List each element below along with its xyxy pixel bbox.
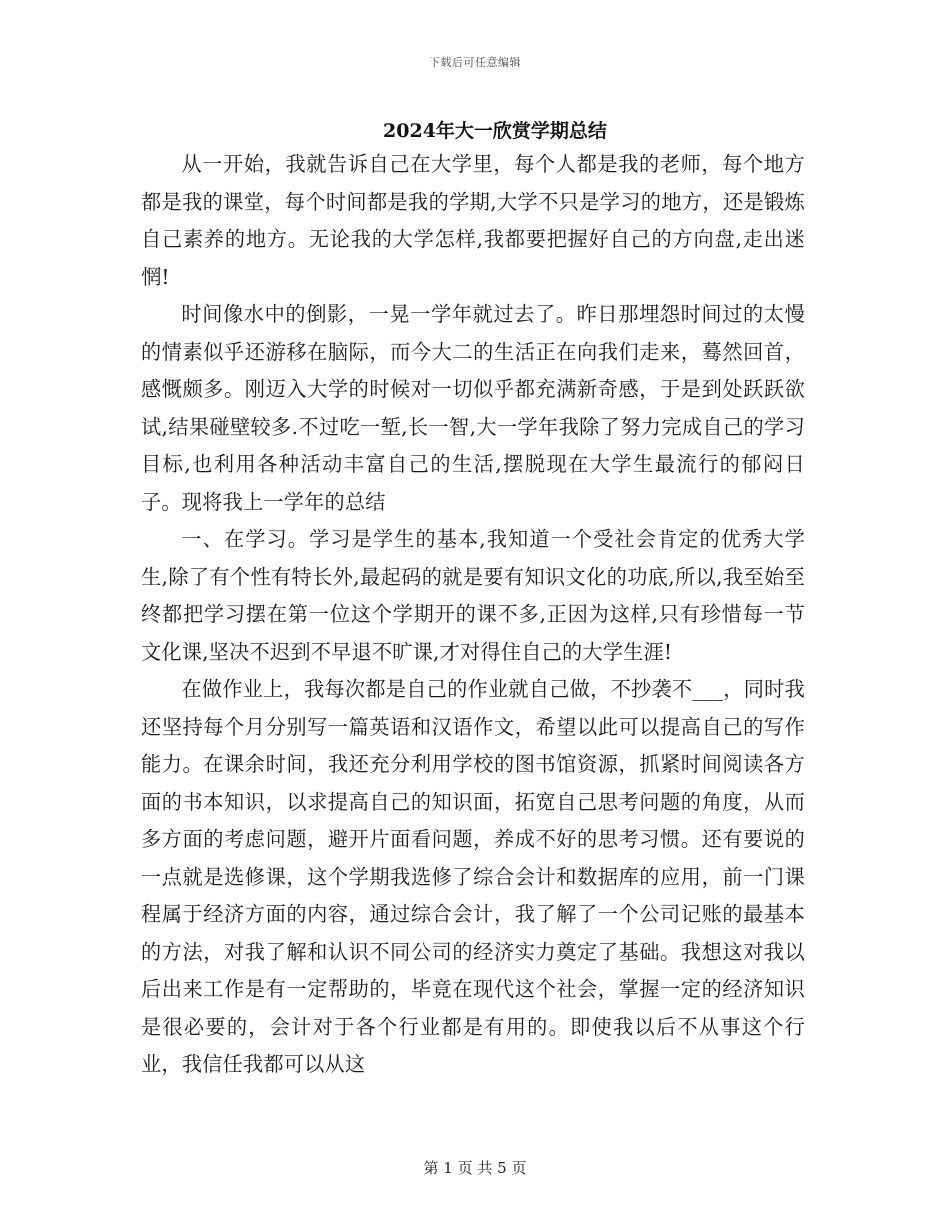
document-body (141, 146, 805, 1084)
header-note: 下载后可任意编辑 (429, 56, 521, 69)
paragraph: 一、在学习。学习是学生的基本,我知道一个受社会肯定的优秀大学生,除了有个性有特长外,最起码的就是要有知识文化的功底,所以,我至始至终都把学习摆在第一位这个学期开的课不多,正因为这样,只有珍惜每一节文化课,坚决不迟到不早退不旷课,才对得住自己的大学生涯! (141, 527, 805, 664)
document-title: 2024年大一欣赏学期总结 (383, 120, 607, 142)
page-number: 第 1 页 共 5 页 (423, 1159, 527, 1177)
paragraph: 时间像水中的倒影，一晃一学年就过去了。昨日那埋怨时间过的太慢的情素似乎还游移在脑际，而今大二的生活正在向我们走来，蓦然回首，感慨颇多。刚迈入大学的时候对一切似乎都充满新奇感，于是到处跃跃欲试,结果碰壁较多.不过吃一堑,长一智,大一学年我除了努力完成自己的学习目标,也利用各种活动丰富自己的生活,摆脱现在大学生最流行的郁闷日子。现将我上一学年的总结 (141, 302, 805, 514)
paragraph: 从一开始，我就告诉自己在大学里，每个人都是我的老师，每个地方都是我的课堂，每个时间都是我的学期,大学不只是学习的地方，还是锻炼自己素养的地方。无论我的大学怎样,我都要把握好自己的方向盘,走出迷惘! (141, 152, 805, 289)
paragraph: 在做作业上，我每次都是自己的作业就自己做，不抄袭不___，同时我还坚持每个月分别写一篇英语和汉语作文，希望以此可以提高自己的写作能力。在课余时间，我还充分利用学校的图书馆资源，抓紧时间阅读各方面的书本知识，以求提高自己的知识面，拓宽自己思考问题的角度，从而多方面的考虑问题，避开片面看问题，养成不好的思考习惯。还有要说的一点就是选修课，这个学期我选修了综合会计和数据库的应用，前一门课程属于经济方面的内容，通过综合会计，我了解了一个公司记账的最基本的方法，对我了解和认识不同公司的经济实力奠定了基础。我想这对我以后出来工作是有一定帮助的，毕竟在现代这个社会，掌握一定的经济知识是很必要的，会计对于各个行业都是有用的。即使我以后不从事这个行业，我信任我都可以从这 (141, 677, 805, 1076)
